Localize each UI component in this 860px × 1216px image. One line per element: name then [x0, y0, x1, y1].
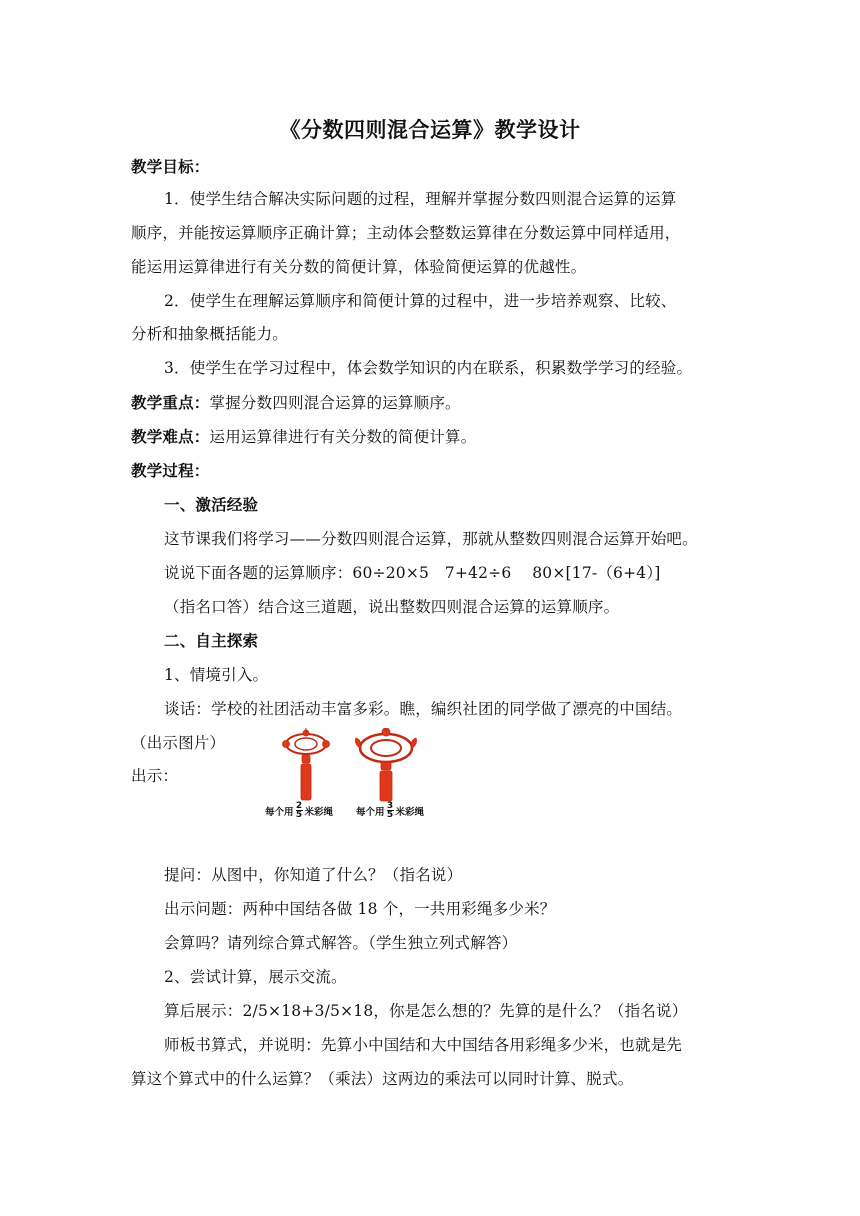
section-1-heading: 一、激活经验: [164, 496, 259, 514]
goal-3: 3．使学生在学习过程中，体会数学知识的内在联系，积累数学学习的经验。: [164, 359, 693, 377]
knot-caption-2: [356, 802, 424, 819]
knot-caption-1: [265, 802, 333, 819]
knot-caption-1-prefix: 每个用: [265, 806, 294, 818]
goal-1-line-2: 顺序，并能按运算顺序正确计算；主动体会整数运算律在分数运算中同样适用，: [131, 224, 681, 242]
goal-2-line-1: 2．使学生在理解运算顺序和简便计算的过程中，进一步培养观察、比较、: [164, 292, 677, 310]
page-title: 《分数四则混合运算》教学设计: [279, 118, 581, 142]
fraction-2-denominator: 5: [386, 810, 394, 820]
paragraph-8: 提问：从图中，你知道了什么？（指名说）: [164, 866, 463, 884]
paragraph-12: 算后展示：2/5×18+3/5×18，你是怎么想的？先算的是什么？（指名说）: [164, 1002, 688, 1020]
paragraph-2: 说说下面各题的运算顺序：60÷20×5 7+42÷6 80×[17-（6+4）]: [164, 564, 661, 582]
paragraph-1: 这节课我们将学习——分数四则混合运算，那就从整数四则混合运算开始吧。: [164, 530, 698, 548]
paragraph-5: 谈话：学校的社团活动丰富多彩。瞧，编织社团的同学做了漂亮的中国结。: [164, 700, 683, 718]
goal-1-line-3: 能运用运算律进行有关分数的简便计算，体验简便运算的优越性。: [131, 258, 587, 276]
section-2-heading: 二、自主探索: [164, 632, 259, 650]
knot-caption-2-fraction: [387, 802, 394, 819]
knot-caption-2-prefix: 每个用: [356, 806, 385, 818]
difficulty-point: [131, 426, 476, 448]
key-point-text: 掌握分数四则混合运算的运算顺序。: [209, 394, 461, 412]
knot-caption-1-fraction: [296, 802, 303, 819]
paragraph-9: 出示问题：两种中国结各做 18 个，一共用彩绳多少米？: [164, 900, 556, 918]
paragraph-4: 1、情境引入。: [164, 666, 269, 684]
key-point-label: 教学重点：: [131, 394, 210, 412]
paragraph-10: 会算吗？请列综合算式解答。（学生独立列式解答）: [164, 934, 518, 952]
small-knot-icon: [283, 728, 330, 800]
fraction-1-numerator: 2: [295, 801, 303, 811]
paragraph-7: 出示：: [131, 767, 179, 785]
fraction-2-numerator: 3: [386, 801, 394, 811]
difficulty-text: 运用运算律进行有关分数的简便计算。: [209, 428, 477, 446]
goals-heading: 教学目标：: [131, 158, 210, 176]
fraction-1-denominator: 5: [295, 810, 303, 820]
knot-caption-1-suffix: 米彩绳: [304, 806, 334, 818]
paragraph-6: （出示图片）: [131, 734, 226, 752]
difficulty-label: 教学难点：: [131, 428, 210, 446]
paragraph-13-line-2: 算这个算式中的什么运算？（乘法）这两边的乘法可以同时计算、脱式。: [131, 1070, 634, 1088]
paragraph-3: （指名口答）结合这三道题，说出整数四则混合运算的运算顺序。: [164, 598, 620, 616]
process-heading: 教学过程：: [131, 462, 210, 480]
goal-2-line-2: 分析和抽象概括能力。: [131, 325, 289, 343]
paragraph-11: 2、尝试计算，展示交流。: [164, 968, 347, 986]
paragraph-13-line-1: 师板书算式，并说明：先算小中国结和大中国结各用彩绳多少米，也就是先: [164, 1036, 683, 1054]
knot-caption-2-suffix: 米彩绳: [395, 806, 425, 818]
large-knot-icon: [356, 728, 417, 801]
goal-1-line-1: 1．使学生结合解决实际问题的过程，理解并掌握分数四则混合运算的运算: [164, 190, 677, 208]
key-point: [131, 392, 461, 414]
